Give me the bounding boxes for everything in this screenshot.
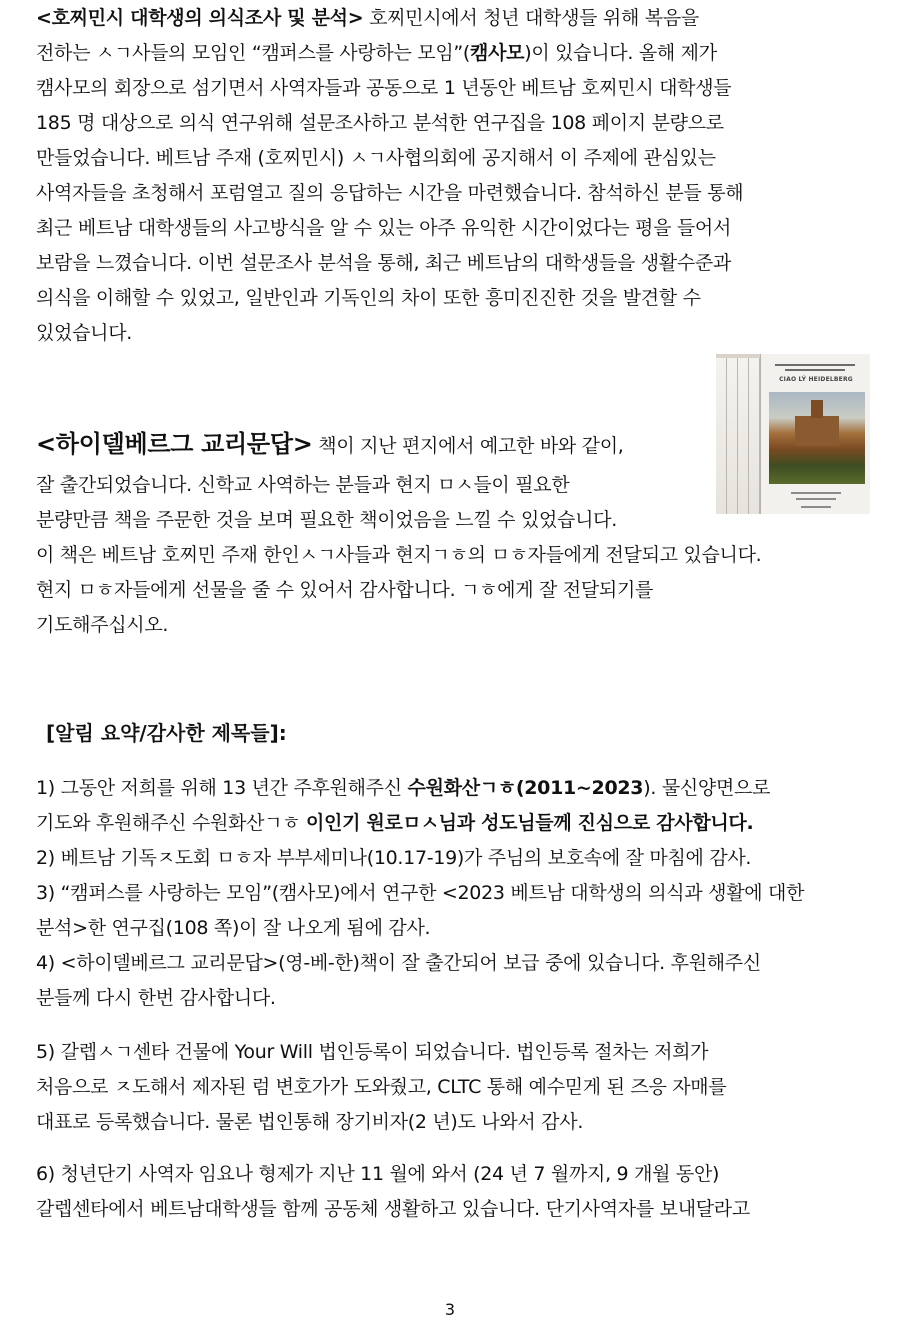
item-text: 기도와 후원해주신 수원화산ㄱㅎ xyxy=(36,812,306,834)
page-number: 3 xyxy=(444,1300,456,1319)
cover-subtitle-line xyxy=(775,364,855,366)
section2-line-1 xyxy=(36,430,870,460)
section2-text: 책이 지난 편지에서 예고한 바와 같이, xyxy=(318,435,624,457)
summary-item-1-line-1 xyxy=(36,774,870,802)
summary-item-3-line-2: 분석>한 연구집(108 쪽)이 잘 나오게 됨에 감사. xyxy=(36,917,431,939)
summary-item-2: 2) 베트남 기독ㅈ도회 ㅁㅎ자 부부세미나(10.17-19)가 주님의 보호속에 잘 마침에 감사. xyxy=(36,847,752,869)
section1-line-5: 만들었습니다. 베트남 주재 (호찌민시) ㅅㄱ사협의회에 공지해서 이 주제에 관심있는 xyxy=(36,147,716,169)
summary-item-4-line-2: 분들께 다시 한번 감사합니다. xyxy=(36,987,276,1009)
church-name: 수원화산ㄱㅎ(2011~2023 xyxy=(407,777,644,799)
summary-item-5-line-1: 5) 갈렙ㅅㄱ센타 건물에 Your Will 법인등록이 되었습니다. 법인등록 절차는 저희가 xyxy=(36,1041,709,1063)
section1-title: <호찌민시 대학생의 의식조사 및 분석> xyxy=(36,7,364,29)
summary-item-3-line-1: 3) “캠퍼스를 사랑하는 모임”(캠사모)에서 연구한 <2023 베트남 대학생의 의식과 생활에 대한 xyxy=(36,882,805,904)
section1-line-2 xyxy=(36,39,870,67)
cover-subtitle-line xyxy=(785,369,845,371)
section1-line-3: 캠사모의 회장으로 섬기면서 사역자들과 공동으로 1 년동안 베트남 호찌민시 대학생들 xyxy=(36,77,732,99)
section2-line-2: 잘 출간되었습니다. 신학교 사역하는 분들과 현지 ㅁㅅ들이 필요한 xyxy=(36,474,570,496)
section1-line-8: 보람을 느꼈습니다. 이번 설문조사 분석을 통해, 최근 베트남의 대학생들을 생활수준과 xyxy=(36,252,732,274)
section2-line-5: 현지 ㅁㅎ자들에게 선물을 줄 수 있어서 감사합니다. ㄱㅎ에게 잘 전달되기를 xyxy=(36,579,654,601)
section1-line-10: 있었습니다. xyxy=(36,322,133,344)
section2-line-3: 분량만큼 책을 주문한 것을 보며 필요한 책이었음을 느낄 수 있었습니다. xyxy=(36,509,617,531)
item-text: 1) 그동안 저희를 위해 13 년간 주후원해주신 xyxy=(36,777,408,799)
section1-line-1 xyxy=(36,4,870,32)
summary-item-5-line-2: 처음으로 ㅈ도해서 제자된 럼 변호가가 도와줬고, CLTC 통해 예수믿게 된 즈응 자매를 xyxy=(36,1076,727,1098)
summary-item-6-line-2: 갈렙센타에서 베트남대학생들 함께 공동체 생활하고 있습니다. 단기사역자를 보내달라고 xyxy=(36,1198,750,1220)
summary-item-5-line-3: 대표로 등록했습니다. 물론 법인통해 장기비자(2 년)도 나와서 감사. xyxy=(36,1111,584,1133)
section2-line-4: 이 책은 베트남 호찌민 주재 한인ㅅㄱ사들과 현지ㄱㅎ의 ㅁㅎ자들에게 전달되고 있습니다. xyxy=(36,544,762,566)
summary-item-1-line-2 xyxy=(36,809,870,837)
section2-title: <하이델베르그 교리문답> xyxy=(36,430,313,458)
castle-tower xyxy=(811,400,823,418)
section1-text: )이 있습니다. 올해 제가 xyxy=(524,42,717,64)
summary-heading: [알림 요약/감사한 제목들]: xyxy=(46,721,287,745)
section1-line-4: 185 명 대상으로 의식 연구위해 설문조사하고 분석한 연구집을 108 페이지 분량으로 xyxy=(36,112,724,134)
thanks-text: 이인기 원로ㅁㅅ님과 성도님들께 진심으로 감사합니다. xyxy=(305,812,754,834)
section2-line-6: 기도해주십시오. xyxy=(36,614,169,636)
book-cover-title: CIAO LÝ HEIDELBERG xyxy=(779,376,853,383)
item-text: ). 물신양면으로 xyxy=(643,777,771,799)
summary-item-6-line-1: 6) 청년단기 사역자 임요나 형제가 지난 11 월에 와서 (24 년 7 월까지, 9 개월 동안) xyxy=(36,1163,720,1185)
section1-line-9: 의식을 이해할 수 있었고, 일반인과 기독인의 차이 또한 흥미진진한 것을 발견할 수 xyxy=(36,287,701,309)
section1-text: 호찌민시에서 청년 대학생들 위해 복음을 xyxy=(369,7,699,29)
section1-line-7: 최근 베트남 대학생들의 사고방식을 알 수 있는 아주 유익한 시간이었다는 평을 들어서 xyxy=(36,217,732,239)
campus-abbrev: 캠사모 xyxy=(470,42,525,64)
summary-item-4-line-1: 4) <하이델베르그 교리문답>(영-베-한)책이 잘 출간되어 보급 중에 있습니다. 후원해주신 xyxy=(36,952,761,974)
section1-line-6: 사역자들을 초청해서 포럼열고 질의 응답하는 시간을 마련했습니다. 참석하신 분들 통해 xyxy=(36,182,744,204)
section1-text: 전하는 ㅅㄱ사들의 모임인 “캠퍼스를 사랑하는 모임”( xyxy=(36,42,471,64)
